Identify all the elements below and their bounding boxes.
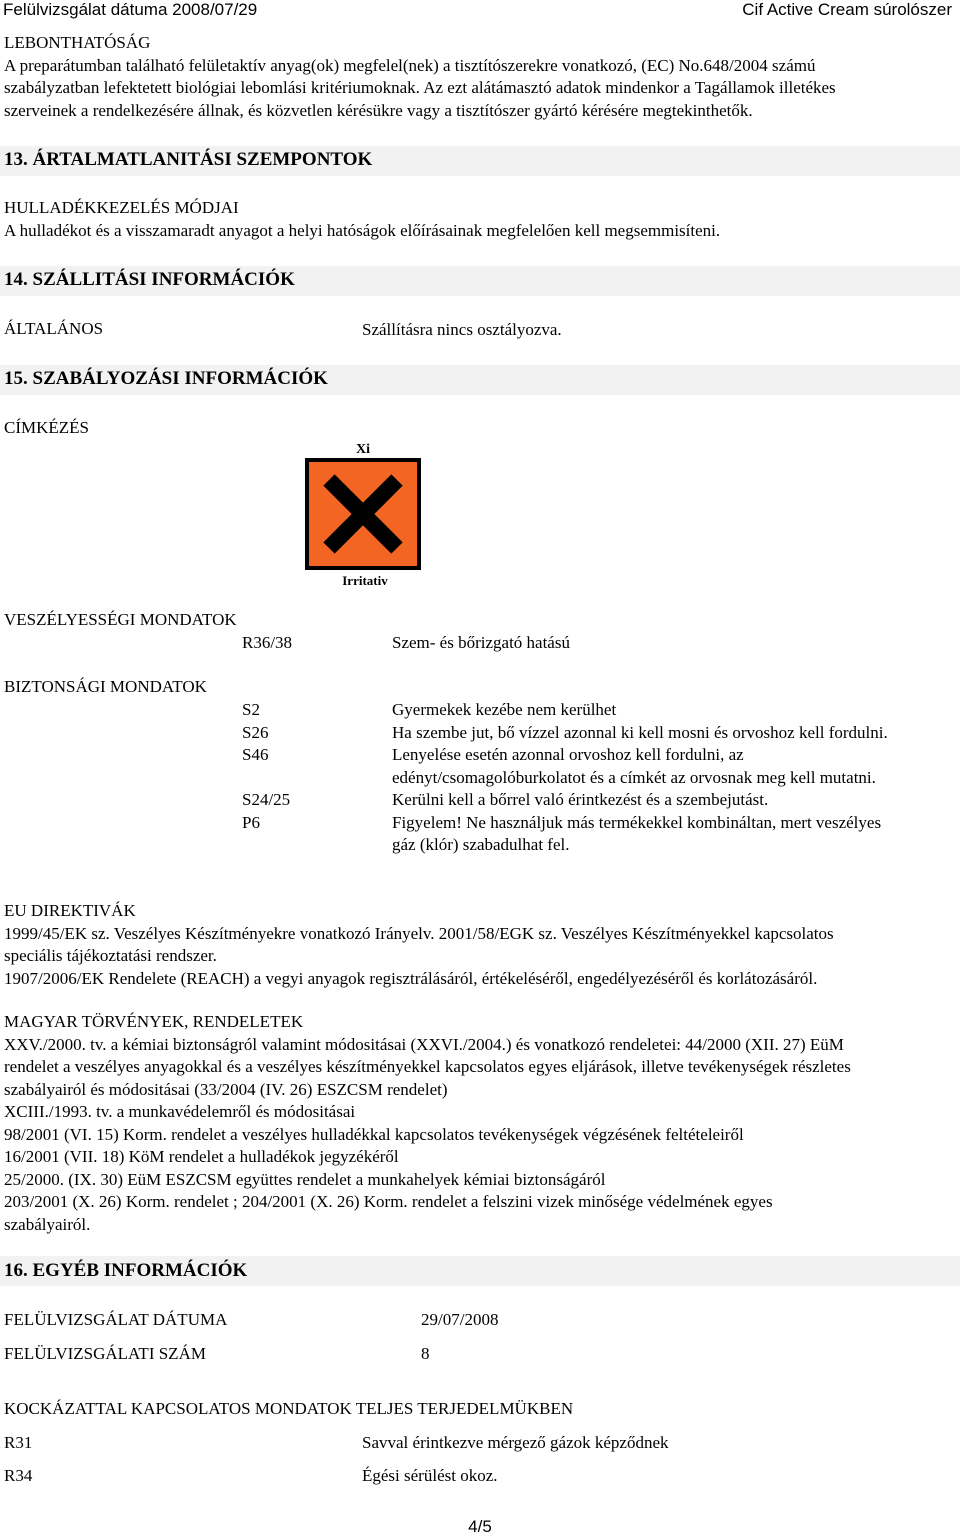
waste-subtitle: HULLADÉKKEZELÉS MÓDJAI xyxy=(4,198,239,217)
transport-value: Szállításra nincs osztályozva. xyxy=(362,320,562,339)
safety-text: Ha szembe jut, bő vízzel azonnal ki kell mosni és orvoshoz kell fordulni. xyxy=(392,722,888,742)
risk-code: R36/38 xyxy=(242,633,293,652)
labeling-title: CÍMKÉZÉS xyxy=(4,418,89,437)
eu-directives-title: EU DIREKTIVÁK xyxy=(4,901,136,920)
degradability-line: szabályzatban lefektetett biológiai lebomlási kritériumoknak. Az ezt alátámasztó adatok mindenkor a Tagállamok illetékes xyxy=(4,78,836,97)
hu-law-line: rendelet a veszélyes anyagokkal és a veszélyes készítményekkel kapcsolatos egyes eljárások, illetve tevékenységek részletes xyxy=(4,1057,851,1076)
header-revision-date: Felülvizsgálat dátuma 2008/07/29 xyxy=(3,0,258,19)
irritant-x-icon xyxy=(303,440,423,590)
degradability-block xyxy=(4,32,836,122)
risk-full-text-title: KOCKÁZATTAL KAPCSOLATOS MONDATOK TELJES TERJEDELMÜKBEN xyxy=(4,1399,574,1418)
safety-text: Kerülni kell a bőrrel való érintkezést és a szembejutást. xyxy=(392,790,769,809)
hu-law-line: XCIII./1993. tv. a munkavédelemről és módositásai xyxy=(4,1102,356,1121)
safety-phrases-title: BIZTONSÁGI MONDATOK xyxy=(4,677,207,696)
revision-number-label: FELÜLVIZSGÁLATI SZÁM xyxy=(4,1344,206,1363)
safety-text: edényt/csomagolóburkolatot és a címkét az orvosnak meg kell mutatni. xyxy=(392,767,876,787)
safety-text: gáz (klór) szabadulhat fel. xyxy=(392,835,570,854)
risk-text: Szem- és bőrizgató hatású xyxy=(392,633,570,652)
pictogram-caption: Irritativ xyxy=(342,573,388,588)
section-13-title: 13. ÁRTALMATLANITÁSI SZEMPONTOK xyxy=(4,149,373,170)
hu-law-line: 16/2001 (VII. 18) KöM rendelet a hulladékok jegyzékéről xyxy=(4,1147,399,1166)
eu-directive-line: speciális tájékoztatási rendszer. xyxy=(4,946,217,965)
safety-text: Gyermekek kezébe nem kerülhet xyxy=(392,700,617,719)
eu-directive-line: 1907/2006/EK Rendelete (REACH) a vegyi anyagok regisztrálásáról, értékeléséről, engedélyezéséről és korlátozásáról. xyxy=(4,968,818,988)
hu-law-line: szabályairól. xyxy=(4,1214,91,1234)
revision-number-value: 8 xyxy=(421,1344,430,1363)
safety-text: Figyelem! Ne használjuk más termékekkel kombináltan, mert veszélyes xyxy=(392,812,882,832)
hu-law-line: 25/2000. (IX. 30) EüM ESZCSM együttes rendelet a munkahelyek kémiai biztonságáról xyxy=(4,1169,606,1189)
page-number: 4/5 xyxy=(468,1517,492,1536)
eu-directives-block xyxy=(4,900,834,990)
safety-text: Lenyelése esetén azonnal orvoshoz kell fordulni, az xyxy=(392,745,744,764)
degradability-line: szerveinek a rendelkezésére állnak, és közvetlen kérésükre vagy a tisztítószer gyártó kérésére megtekinthetők. xyxy=(4,100,753,120)
safety-code xyxy=(242,767,290,790)
r-phrase-code: R31 xyxy=(4,1433,33,1452)
hu-law-line: XXV./2000. tv. a kémiai biztonságról valamint módositásai (XXVI./2004.) és vonatkozó rendeletei: 44/2000 (XII. 27) EüM xyxy=(4,1034,844,1054)
section-15-title: 15. SZABÁLYOZÁSI INFORMÁCIÓK xyxy=(4,368,328,389)
section-16-title: 16. EGYÉB INFORMÁCIÓK xyxy=(4,1260,248,1281)
hu-law-line: szabályairól és módositásai (33/2004 (IV. 26) ESZCSM rendelet) xyxy=(4,1079,448,1099)
header-product-name: Cif Active Cream súrolószer xyxy=(742,0,952,19)
hu-law-line: 203/2001 (X. 26) Korm. rendelet ; 204/2001 (X. 26) Korm. rendelet a felszini vizek minősége védelmének egyes xyxy=(4,1192,773,1211)
revision-date-value: 29/07/2008 xyxy=(421,1310,499,1329)
safety-code: S2 xyxy=(242,700,260,719)
safety-texts xyxy=(392,699,888,857)
section-14-title: 14. SZÁLLITÁSI INFORMÁCIÓK xyxy=(4,269,295,290)
page-header xyxy=(0,0,960,20)
eu-directive-line: 1999/45/EK sz. Veszélyes Készítményekre vonatkozó Irányelv. 2001/58/EGK sz. Veszélyes Készítményekkel kapcsolatos xyxy=(4,923,834,943)
waste-block xyxy=(4,197,720,242)
pictogram-code: Xi xyxy=(356,442,370,457)
safety-code: S26 xyxy=(242,722,269,742)
safety-codes xyxy=(242,699,290,857)
transport-label: ÁLTALÁNOS xyxy=(4,319,104,338)
safety-code: P6 xyxy=(242,812,260,832)
hu-law-line: 98/2001 (VI. 15) Korm. rendelet a veszélyes hulladékkal kapcsolatos tevékenységek végzésének feltételeiről xyxy=(4,1124,744,1144)
hazard-pictogram xyxy=(303,440,423,590)
r-phrase-text: Savval érintkezve mérgező gázok képződnek xyxy=(362,1433,669,1452)
waste-text: A hulladékot és a visszamaradt anyagot a helyi hatóságok előírásainak megfelelően kell megsemmisíteni. xyxy=(4,220,721,240)
safety-code xyxy=(242,834,290,857)
r-phrase-text: Égési sérülést okoz. xyxy=(362,1466,498,1485)
degradability-title: LEBONTHATÓSÁG xyxy=(4,33,151,52)
risk-phrases-title: VESZÉLYESSÉGI MONDATOK xyxy=(4,610,237,629)
safety-code: S46 xyxy=(242,745,269,764)
safety-code: S24/25 xyxy=(242,790,291,809)
hu-laws-block xyxy=(4,1011,851,1236)
hu-laws-title: MAGYAR TÖRVÉNYEK, RENDELETEK xyxy=(4,1012,304,1031)
revision-date-label: FELÜLVIZSGÁLAT DÁTUMA xyxy=(4,1310,228,1329)
degradability-line: A preparátumban található felületaktív anyag(ok) megfelel(nek) a tisztítószerekre vonatkozó, (EC) No.648/2004 számú xyxy=(4,55,816,75)
r-phrase-code: R34 xyxy=(4,1466,33,1485)
